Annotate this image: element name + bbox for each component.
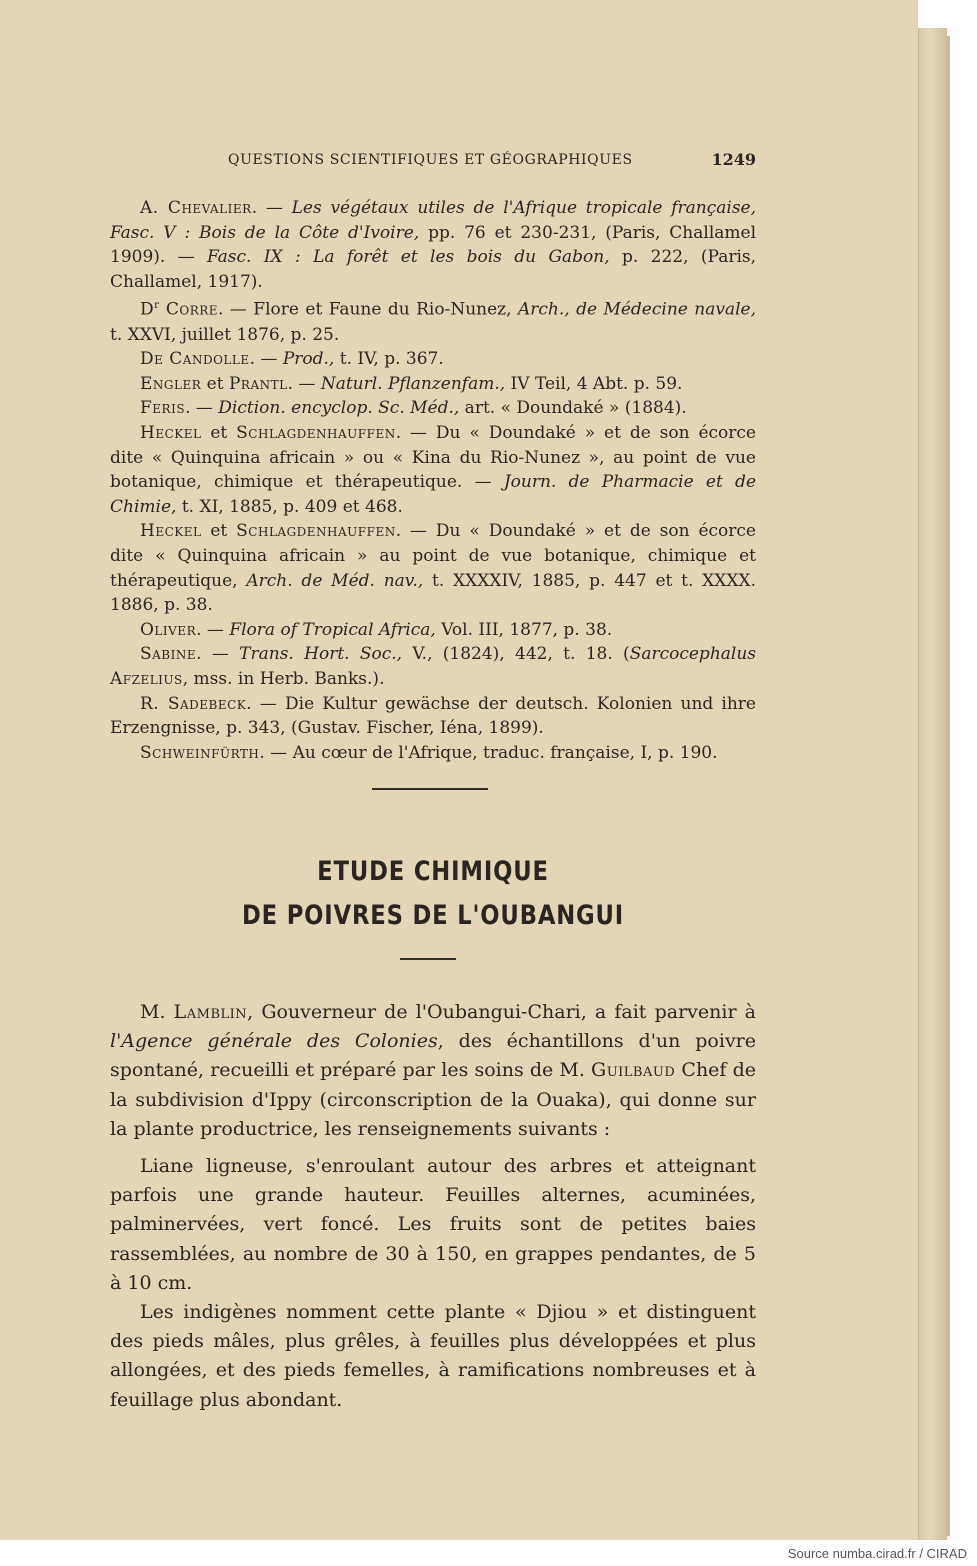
- article-title-line-2: DE POIVRES DE L'OUBANGUI: [241, 900, 625, 931]
- running-head-title: QUESTIONS SCIENTIFIQUES ET GÉOGRAPHIQUES: [228, 152, 633, 168]
- page-number: 1249: [711, 150, 756, 169]
- biblio-entry: A. Chevalier. — Les végétaux utiles de l'Afrique tropicale française, Fasc. V : Bois de la Côte d'Ivoire, pp. 76 et 230-231, (Paris, Challamel 1909). — Fasc. IX : La forêt et les bois du Gabon, p. 222, (Paris, Challamel, 1917).: [110, 198, 757, 292]
- biblio-entry: Feris. — Diction. encyclop. Sc. Méd., art. « Doundaké » (1884).: [140, 398, 687, 419]
- biblio-entry: Schweinfürth. — Au cœur de l'Afrique, traduc. française, I, p. 190.: [140, 742, 718, 763]
- biblio-entry: Oliver. — Flora of Tropical Africa, Vol. III, 1877, p. 38.: [140, 619, 613, 640]
- biblio-entry: Engler et Prantl. — Naturl. Pflanzenfam., IV Teil, 4 Abt. p. 59.: [140, 373, 683, 394]
- title-divider: [400, 958, 456, 960]
- paragraph: Liane ligneuse, s'enroulant autour des arbres et atteignant parfois une grande hauteur. Feuilles alternes, acuminées, palminervées, vert foncé. Les fruits sont de petites baies rassemblées, au nombre de 30 à 150, en grappes pendantes, de 5 à 10 cm.: [110, 1155, 756, 1294]
- bibliography: [110, 196, 756, 765]
- biblio-entry: $D^r$ Corre. — Flore et Faune du Rio-Nunez, Arch., de Médecine navale, t. XXVI, juillet 1876, p. 25.: [110, 300, 756, 345]
- biblio-entry: R. Sadebeck. — Die Kultur gewächse der deutsch. Kolonien und ihre Erzengnisse, p. 343, (Gustav. Fischer, Iéna, 1899).: [110, 693, 756, 739]
- paragraph: Les indigènes nomment cette plante « Djiou » et distinguent des pieds mâles, plus grêles, à feuilles plus développées et plus allongées, et des pieds femelles, à ramifications nombreuses et à feuillage plus abondant.: [110, 1301, 756, 1411]
- biblio-entry: De Candolle. — Prod., t. IV, p. 367.: [140, 349, 444, 370]
- section-divider: [372, 788, 488, 790]
- biblio-entry: Heckel et Schlagdenhauffen. — Du « Doundaké » et de son écorce dite « Quinquina africain » au point de vue botanique, chimique et thérapeutique, Arch. de Méd. nav., t. XXXXIV, 1885, p. 447 et t. XXXX. 1886, p. 38.: [110, 521, 756, 616]
- paragraph: M. Lamblin, Gouverneur de l'Oubangui-Chari, a fait parvenir à l'Agence générale des Colonies, des échantillons d'un poivre spontané, recueilli et préparé par les soins de M. Guilbaud Chef de la subdivision d'Ippy (circonscription de la Ouaka), qui donne sur la plante productrice, les renseignements suivants :: [110, 1001, 757, 1140]
- biblio-entry: Sabine. — Trans. Hort. Soc., V., (1824), 442, t. 18. (Sarcocephalus Afzelius, mss. in Herb. Banks.).: [110, 644, 757, 689]
- biblio-entry: Heckel et Schlagdenhauffen. — Du « Doundaké » et de son écorce dite « Quinquina africain » ou « Kina du Rio-Nunez », au point de vue botanique, chimique et thérapeutique. — Journ. de Pharmacie et de Chimie, t. XI, 1885, p. 409 et 468.: [110, 423, 757, 517]
- source-credit: Source numba.cirad.fr / CIRAD: [787, 1546, 967, 1561]
- running-head: [228, 148, 756, 176]
- page-stack-edge: [918, 28, 947, 1540]
- page-stack-edge-outer: [946, 36, 950, 1536]
- article-title-line-1: ETUDE CHIMIQUE: [317, 856, 549, 887]
- article-body: [110, 998, 756, 1415]
